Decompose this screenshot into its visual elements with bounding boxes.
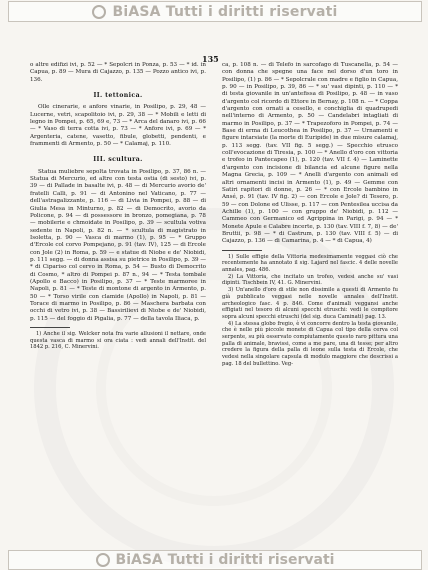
watermark-banner-top	[8, 1, 422, 22]
right-footnote-4: 4) La stessa globo fregio, è vi concorre dentro la testa giovanile, che è nelle più piccole monete di Capua col tipo della cerva col serpente, su più osservato compiutamente questo raro pittura una palla di animale, bravissi, come a me pare, una di tesse; per altro credere la figura della palla di leone sulla testa di Ercole, che vedesi nella singolare capsula di modulo maggiore che descrissi a pag. 18 del bullettino. Veg-	[222, 320, 398, 367]
biasa-logo-icon	[96, 553, 110, 567]
left-column	[30, 62, 206, 351]
right-footnote-1: 1) Sulle effigie della Vittoria medesimamente veggasi ciò che recentemente ha annotato il sig. Lajard nel fascic. 4 delle novelle annales, pag. 486.	[222, 253, 398, 273]
biasa-logo-icon	[92, 5, 106, 19]
section-text-tettonica: Olle cinerarie, e anfore vinarie, in Posilipo, p. 29, 48 — Lucerne, vetri, scapolitoio ivi, p. 29, 38 — * Mobili e letti di legno in Pompei, p. 65, 69 e, 73 — * Arca del danaro ivi, p. 66 — * Vaso di terra cotta ivi, p. 73 — * Anfore ivi, p. 69 — * Argenteria, catene, vasetto, fibule, globetti, pendenti, e frammenti di Armento, p. 50 — * Calamaj, p. 110.	[30, 104, 206, 148]
page-number: 135	[202, 54, 219, 64]
section-text-scultura: Statua muliebre sepolta trovata in Posilipo, p. 37, 86 n. — Statua di Mercurio, ed altre con testa ostia (di sesto) ivi, p. 39 — di Pallade in basalte ivi, p. 48 — di Mercurio avorio de' fratelli Calli, p. 91 — di Antonino nel Vaticano, p. 77 — dell'astragalizzante, p. 116 — di Livia in Pompei, p. 88 — di Giulia Mesa in Minturno, p. 82 — di Democrito, avorio da Policone, p. 94 — di possessore in bronzo, pomegiana, p. 78 — mobilerie e chmoidate in Posilipo, p. 39 — scultula votiva sedente in Napoli, p. 82 n. — * scultula di magistrato in Isoletta, p. 90 — Vasca di marmo (1), p. 95 — * Gruppo d'Ercole col corvo Pompejano, p. 91 (tav. IV), 125 — di Ercole con Jole (2) in Roma, p. 59 — e statue di Niobe e de' Niobidi, p. 111 segg. — di donna assisa su pietrice in Posilipo, p. 39 — * di Cipariso col cervo in Roma, p. 54 — Busto di Democrito di Cosmo, * altro di Pompei p. 87 n., 94 — * Testa tombale (Apollo e Bacco) in Posilipo, p. 37 — * Teste marmoree in Napoli, p. 81 — * Teste di montone di argento in Armento, p. 50 — * Torso virile con clamide (Apollo) in Napoli, p. 81 — Torace di marmo in Posilipo, p. 86 — Maschera barbata con occhi di vetro ivi, p. 38 — Bassirilievi di Niobe e de' Niobidi, p. 115 — del foggio di Pigalia, p. 77 — della tavola Iliaca, p.	[30, 168, 206, 322]
watermark-banner-bottom	[8, 550, 422, 570]
right-column	[222, 62, 398, 368]
footnote-divider	[30, 327, 70, 328]
section-title-tettonica: II. tettonica.	[93, 92, 143, 100]
right-intro-paragraph: ca, p. 108 n. — di Telefo in sarcofago di Tuscanella, p. 54 — con donna che spegne una face nel dorso d'un toro in Posilipo, (1) p. 86 — * Sepolcrale con madre e figlio in Capua, p. 90 — in Posilipo, p. 39, 86 — * su' vasi dipinti, p. 110 — * di testa giovanile in un'antefissa di Posilipo, p. 48 — in vaso d'argento col ricordo di Ettore in Bernay, p. 108 n. — * Coppa d'argento con ornati a cesello, e conchiglia di quadrupedi nell'interno di Armento, p. 50 — Candelabri intagliati di marmo in Posilipo, p. 37 — * Trapezoforo in Pompei, p. 74 — Base di erma di Leucothea in Posilipo, p. 37 — Urnamenti e figure intarsiate (la morte di Euripide) in due misure calamaj, p. 113 segg. (tav. VII fig. 5 segg.) — Specchio etrusco coll'evocazione di Tiresia, p. 100 — * Anello d'oro con vittoria e trofeo in Pantecapeo (1), p. 120 (tav. VII f. 4) — Laminette d'argento con incisione di bilancia ed alcune figure nella Magna Grecia, p. 109 — * Anelli d'argento con animali ed altri ornamenti incisi in Armento (1), p. 49 — Gemme con Satiri rapitori di donne, p. 26 — * con Ercole bambino in Ansé, p. 91 (tav. IV fig. 2) — con Ercole e Jole? di Tesero, p. 59 — con Dolone ed Ulisse, p. 117 — con Pentesilea uccisa da Achille (1), p. 100 — con gruppo de' Niobidi, p. 112 — Cammeo con Germanico ed Agrippina in Parigi, p. 94 — * Monete Apule e Calabre incerte, p. 130 (tav. VIII f. 7, 8) — de' Bruttii, p. 98 — * di Castrum, p. 130 (tav. VIII f. 5) — di Cajazzo, p. 136 — di Camarina, p. 4 — * di Capua, 4)	[222, 62, 398, 245]
footnote-divider	[222, 250, 262, 251]
watermark-text-bottom: BiASA Tutti i diritti riservati	[115, 552, 335, 568]
left-footnote: 1) Anche il sig. Welcker nota fra varie allusioni il nettare, onde questa vasca di marmo si ora ciata : vedi annali dell'Instit. del 1842 p. 216, C. Minervini.	[30, 331, 206, 351]
right-footnote-3: 3) Un'anello d'oro di stile non dissimile a questi di Armento fu già pubblicato veggasi nelle novelle annales dell'Instit. archeologico fasc. 4 p. 846. Come d'animali veggansi anche effigiati nel tesoro di alcuni specchi etruschi: vedi le compitore sopra alcuni specchi etruschi (del sig. duca Caminati) pag. 13.	[222, 287, 398, 320]
section-title-scultura: III. scultura.	[93, 156, 143, 164]
left-intro-paragraph: o altre edifizi ivi, p. 52 — * Sepolcri in Ponza, p. 53 — * id. in Capua, p. 89 — Mura di Cajazzo, p. 135 — Pozzo antico ivi, p. 136.	[30, 62, 206, 83]
right-footnote-2: 2) La Vittoria, che incitato un trofeo, vedesi anche su' vasi dipinti. Tischbein IV, 41. G. Minervini.	[222, 273, 398, 287]
watermark-text-top: BiASA Tutti i diritti riservati	[112, 3, 338, 20]
